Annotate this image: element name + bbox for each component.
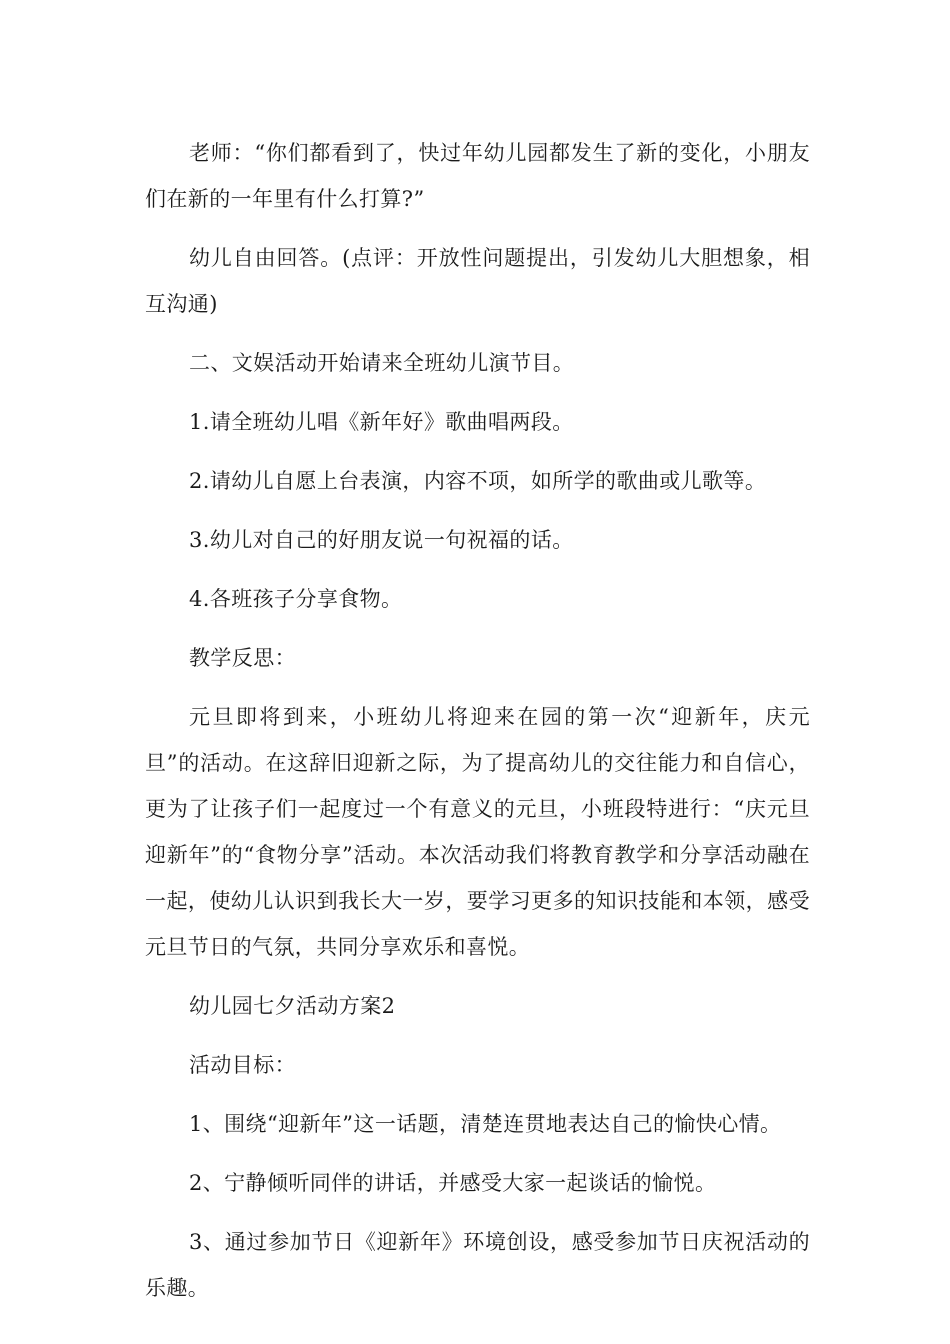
paragraph-step-2: 2.请幼儿自愿上台表演，内容不项，如所学的歌曲或儿歌等。 xyxy=(189,469,767,493)
paragraph-step-3: 3.幼儿对自己的好朋友说一句祝福的话。 xyxy=(189,528,574,552)
document-body xyxy=(145,130,810,1324)
paragraph-step-1: 1.请全班幼儿唱《新年好》歌曲唱两段。 xyxy=(189,410,574,434)
paragraph-step-4: 4.各班孩子分享食物。 xyxy=(189,587,403,611)
paragraph-goal-3: 3、通过参加节日《迎新年》环境创设，感受参加节日庆祝活动的乐趣。 xyxy=(145,1230,810,1300)
paragraph-teacher-question: 老师：“你们都看到了，快过年幼儿园都发生了新的变化，小朋友们在新的一年里有什么打算?” xyxy=(145,141,810,211)
heading-plan-2: 幼儿园七夕活动方案2 xyxy=(189,994,396,1018)
heading-activity-goals: 活动目标： xyxy=(189,1053,296,1077)
paragraph-goal-2: 2、宁静倾听同伴的讲话，并感受大家一起谈话的愉悦。 xyxy=(189,1171,717,1195)
paragraph-goal-1: 1、围绕“迎新年”这一话题，清楚连贯地表达自己的愉快心情。 xyxy=(189,1112,782,1136)
paragraph-free-answer: 幼儿自由回答。(点评：开放性问题提出，引发幼儿大胆想象，相互沟通) xyxy=(145,246,810,316)
paragraph-reflection: 元旦即将到来，小班幼儿将迎来在园的第一次“迎新年，庆元旦”的活动。在这辞旧迎新之际，为了提高幼儿的交往能力和自信心，更为了让孩子们一起度过一个有意义的元旦，小班段特进行：“庆元旦迎新年”的“食物分享”活动。本次活动我们将教育教学和分享活动融在一起，使幼儿认识到我长大一岁，要学习更多的知识技能和本领，感受元旦节日的气氛，共同分享欢乐和喜悦。 xyxy=(145,705,810,959)
paragraph-section-two: 二、文娱活动开始请来全班幼儿演节目。 xyxy=(189,351,575,375)
heading-teaching-reflection: 教学反思： xyxy=(189,646,296,670)
